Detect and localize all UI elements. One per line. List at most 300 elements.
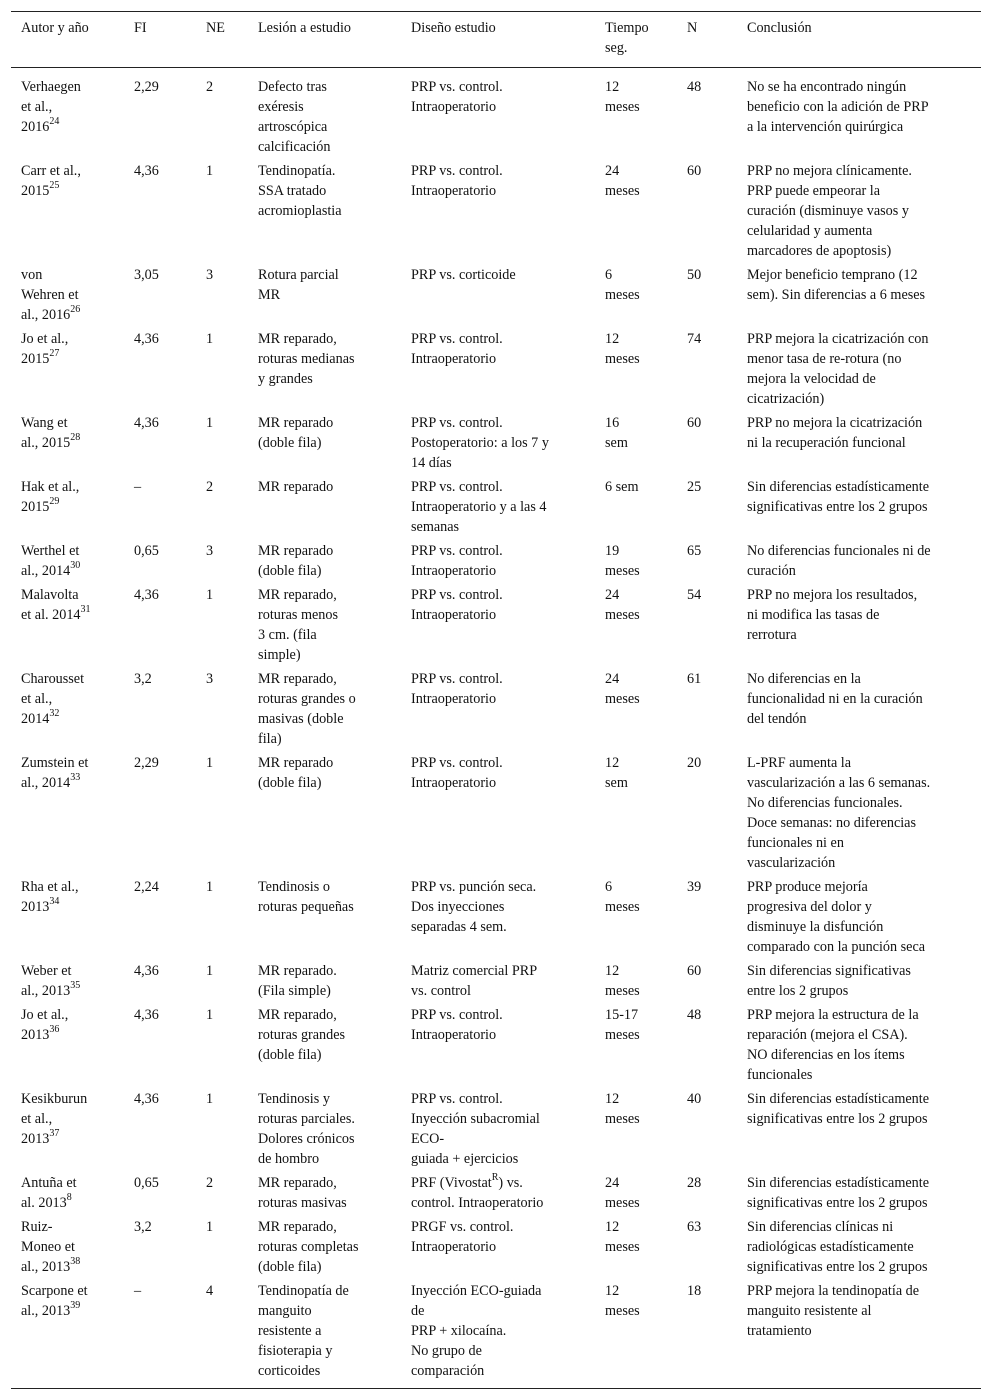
cell-ne: 1 <box>206 1007 214 1023</box>
cell-fi: – <box>134 1283 142 1299</box>
lesion-line: SSA tratado <box>258 183 327 199</box>
cell-n: 25 <box>687 479 702 495</box>
lesion-line: roturas pequeñas <box>258 899 354 915</box>
reference-sup: 25 <box>49 180 60 192</box>
lesion-line: MR reparado <box>258 479 334 495</box>
conclusion-line: curación (disminuye vasos y <box>747 203 909 219</box>
diseno-line: PRP vs. punción seca. <box>411 879 537 895</box>
autor-line: Charousset <box>21 671 85 687</box>
tiempo-line: 12 <box>605 1283 620 1299</box>
autor-text: Carr et al., <box>21 163 81 179</box>
cell-fi: 2,29 <box>134 79 159 95</box>
autor-line <box>21 1193 118 1213</box>
cell-n: 20 <box>687 755 702 771</box>
lesion-line: (doble fila) <box>258 1047 322 1063</box>
cell-tiempo <box>595 410 677 474</box>
cell-autor <box>11 1086 124 1170</box>
tiempo-line: 12 <box>605 331 620 347</box>
cell-ne: 1 <box>206 163 214 179</box>
conclusion-line: del tendón <box>747 711 807 727</box>
autor-year-line <box>21 349 118 369</box>
tiempo-line: 6 <box>605 879 613 895</box>
table-row <box>11 1214 981 1278</box>
cell-diseno <box>401 666 595 750</box>
cell-lesion <box>248 1170 401 1214</box>
conclusion-line: cicatrización) <box>747 391 825 407</box>
reference-sup: 37 <box>49 1128 60 1140</box>
lesion-line: MR reparado <box>258 415 334 431</box>
conclusion-line: beneficio con la adición de PRP <box>747 99 929 115</box>
diseno-line: PRGF vs. control. <box>411 1219 514 1235</box>
autor-text: et al. <box>21 607 49 623</box>
cell-fi: 4,36 <box>134 415 159 431</box>
autor-line <box>21 477 118 497</box>
cell-conclusion <box>737 158 981 262</box>
autor-text: Jo et al., <box>21 1007 69 1023</box>
diseno-line: Inyección ECO-guiada <box>411 1283 542 1299</box>
cell-n: 48 <box>687 79 702 95</box>
conclusion-line: curación <box>747 563 796 579</box>
conclusion-line: PRP no mejora los resultados, <box>747 587 918 603</box>
tiempo-line: meses <box>605 1303 640 1319</box>
conclusion-line: NO diferencias en los ítems <box>747 1047 905 1063</box>
autor-line <box>21 97 118 117</box>
studies-table <box>11 11 981 1389</box>
conclusion-line: Sin diferencias estadísticamente <box>747 479 930 495</box>
table-row <box>11 474 981 538</box>
conclusion-line: disminuye la disfunción <box>747 919 884 935</box>
table-row <box>11 262 981 326</box>
year-text: 2013 <box>21 1027 50 1043</box>
autor-line <box>21 877 118 897</box>
cell-lesion <box>248 262 401 326</box>
conclusion-line: PRP produce mejoría <box>747 879 868 895</box>
autor-year-line <box>21 1025 118 1045</box>
header-lesion: Lesión a estudio <box>258 20 351 36</box>
lesion-line: resistente a <box>258 1323 322 1339</box>
autor-year-line <box>21 897 118 917</box>
cell-fi: 4,36 <box>134 963 159 979</box>
autor-line: Weber et <box>21 963 72 979</box>
diseno-line: No grupo de <box>411 1343 482 1359</box>
cell-diseno <box>401 1002 595 1086</box>
year-text: 2014 <box>21 711 50 727</box>
trademark-sup: R <box>491 1172 499 1184</box>
conclusion-line: significativas entre los 2 grupos <box>747 1195 928 1211</box>
year-text: 2013 <box>41 983 71 999</box>
diseno-line: PRP vs. control. <box>411 415 503 431</box>
conclusion-line: PRP mejora la estructura de la <box>747 1007 919 1023</box>
table-container <box>11 11 981 1389</box>
cell-n: 40 <box>687 1091 702 1107</box>
lesion-line: de hombro <box>258 1151 320 1167</box>
table-row <box>11 158 981 262</box>
cell-n: 61 <box>687 671 702 687</box>
header-tiempo-text: Tiempo seg. <box>605 20 649 56</box>
year-text: 2015 <box>21 499 50 515</box>
year-text: 2016 <box>41 307 71 323</box>
conclusion-line: vascularización a las 6 semanas. <box>747 775 931 791</box>
conclusion-line: reparación (mejora el CSA). <box>747 1027 908 1043</box>
autor-year-line <box>21 497 118 517</box>
conclusion-line: No diferencias funcionales. <box>747 795 903 811</box>
cell-conclusion <box>737 538 981 582</box>
autor-text: et al., <box>21 99 53 115</box>
conclusion-line: sem). Sin diferencias a 6 meses <box>747 287 926 303</box>
reference-sup: 35 <box>70 980 81 992</box>
tiempo-line: meses <box>605 691 640 707</box>
conclusion-line: significativas entre los 2 grupos <box>747 1111 928 1127</box>
cell-autor <box>11 1002 124 1086</box>
lesion-line: (doble fila) <box>258 435 322 451</box>
lesion-line: MR reparado, <box>258 1219 337 1235</box>
conclusion-line: a la intervención quirúrgica <box>747 119 904 135</box>
cell-tiempo <box>595 874 677 958</box>
cell-ne: 1 <box>206 879 214 895</box>
cell-lesion <box>248 1214 401 1278</box>
conclusion-line: ni modifica las tasas de <box>747 607 880 623</box>
lesion-line: Dolores crónicos <box>258 1131 355 1147</box>
cell-lesion <box>248 474 401 538</box>
lesion-line: roturas masivas <box>258 1195 347 1211</box>
header-autor: Autor y año <box>21 20 89 36</box>
cell-tiempo <box>595 1170 677 1214</box>
cell-autor <box>11 262 124 326</box>
reference-sup: 33 <box>70 772 81 784</box>
autor-line: Werthel et <box>21 543 80 559</box>
autor-line: Moneo et <box>21 1239 75 1255</box>
reference-sup: 34 <box>49 896 60 908</box>
tiempo-line: meses <box>605 607 640 623</box>
cell-autor <box>11 582 124 666</box>
conclusion-line: significativas entre los 2 grupos <box>747 1259 928 1275</box>
tiempo-line: meses <box>605 1195 640 1211</box>
lesion-line: MR reparado. <box>258 963 337 979</box>
autor-line <box>21 433 118 453</box>
conclusion-line: comparado con la punción seca <box>747 939 926 955</box>
diseno-line: Intraoperatorio <box>411 563 497 579</box>
conclusion-line: funcionalidad ni en la curación <box>747 691 923 707</box>
conclusion-line: PRP no mejora la cicatrización <box>747 415 923 431</box>
autor-text: Rha et al., <box>21 879 79 895</box>
cell-lesion <box>248 1086 401 1170</box>
tiempo-line: 12 <box>605 963 620 979</box>
cell-diseno <box>401 158 595 262</box>
cell-conclusion <box>737 1214 981 1278</box>
diseno-line <box>411 1173 589 1193</box>
cell-autor <box>11 750 124 874</box>
cell-lesion <box>248 158 401 262</box>
cell-fi: 4,36 <box>134 331 159 347</box>
diseno-line: control. Intraoperatorio <box>411 1195 544 1211</box>
cell-n: 63 <box>687 1219 702 1235</box>
table-row <box>11 582 981 666</box>
tiempo-line: 24 <box>605 1175 620 1191</box>
autor-text: al. <box>21 1195 35 1211</box>
conclusion-line: marcadores de apoptosis) <box>747 243 892 259</box>
reference-sup: 31 <box>80 604 91 616</box>
cell-conclusion <box>737 750 981 874</box>
diseno-line: Dos inyecciones <box>411 899 505 915</box>
diseno-line: PRP vs. corticoide <box>411 267 516 283</box>
reference-sup: 30 <box>70 560 81 572</box>
year-text: 2014 <box>41 775 71 791</box>
lesion-line: calcificación <box>258 139 331 155</box>
cell-fi: 3,2 <box>134 1219 152 1235</box>
diseno-line: vs. control <box>411 983 471 999</box>
conclusion-line: significativas entre los 2 grupos <box>747 499 928 515</box>
cell-n: 65 <box>687 543 702 559</box>
autor-year-line <box>21 1129 118 1149</box>
table-row <box>11 68 981 159</box>
cell-tiempo <box>595 582 677 666</box>
cell-tiempo <box>595 474 677 538</box>
tiempo-line: 16 <box>605 415 620 431</box>
cell-tiempo <box>595 158 677 262</box>
autor-text: Hak et al., <box>21 479 80 495</box>
cell-lesion <box>248 874 401 958</box>
cell-autor <box>11 1214 124 1278</box>
cell-fi: 4,36 <box>134 163 159 179</box>
cell-fi: – <box>134 479 142 495</box>
autor-year-line <box>21 117 118 137</box>
autor-text: al., <box>21 563 39 579</box>
autor-line: Malavolta <box>21 587 79 603</box>
lesion-line: Defecto tras <box>258 79 327 95</box>
tiempo-line: meses <box>605 351 640 367</box>
diseno-line: Intraoperatorio <box>411 691 497 707</box>
cell-diseno <box>401 1170 595 1214</box>
cell-autor <box>11 326 124 410</box>
tiempo-line: meses <box>605 899 640 915</box>
autor-line <box>21 1257 118 1277</box>
diseno-line: Matriz comercial PRP <box>411 963 538 979</box>
diseno-line: Intraoperatorio <box>411 607 497 623</box>
header-ne: NE <box>206 20 225 36</box>
lesion-line: Tendinosis o <box>258 879 330 895</box>
autor-line <box>21 329 118 349</box>
diseno-line: Intraoperatorio <box>411 775 497 791</box>
lesion-line: Tendinopatía de <box>258 1283 349 1299</box>
tiempo-line: 12 <box>605 1091 620 1107</box>
lesion-line: MR reparado, <box>258 331 337 347</box>
diseno-line: PRP vs. control. <box>411 79 503 95</box>
table-row <box>11 1086 981 1170</box>
lesion-line: MR reparado, <box>258 1007 337 1023</box>
autor-line <box>21 605 118 625</box>
conclusion-line: PRP mejora la tendinopatía de <box>747 1283 920 1299</box>
cell-diseno <box>401 410 595 474</box>
tiempo-line: 6 <box>605 267 613 283</box>
cell-diseno <box>401 1278 595 1389</box>
autor-text: al., <box>21 983 39 999</box>
cell-fi: 3,2 <box>134 671 152 687</box>
cell-conclusion <box>737 1170 981 1214</box>
tiempo-line: meses <box>605 1111 640 1127</box>
lesion-line: roturas grandes <box>258 1027 346 1043</box>
diseno-line: guiada + ejercicios <box>411 1151 519 1167</box>
cell-tiempo <box>595 1086 677 1170</box>
year-text: 2014 <box>41 563 71 579</box>
lesion-line: exéresis <box>258 99 304 115</box>
autor-line: Scarpone et <box>21 1283 88 1299</box>
diseno-line: semanas <box>411 519 460 535</box>
cell-autor <box>11 958 124 1002</box>
header-conclusion: Conclusión <box>747 20 812 36</box>
table-row <box>11 874 981 958</box>
lesion-line: roturas grandes o <box>258 691 356 707</box>
lesion-line: manguito <box>258 1303 312 1319</box>
table-row <box>11 958 981 1002</box>
cell-conclusion <box>737 1002 981 1086</box>
autor-line <box>21 689 118 709</box>
table-row <box>11 538 981 582</box>
diseno-line: PRP vs. control. <box>411 671 503 687</box>
autor-line: Wehren et <box>21 287 79 303</box>
header-row <box>11 12 981 68</box>
lesion-line: fisioterapia y <box>258 1343 333 1359</box>
tiempo-line: 15-17 <box>605 1007 639 1023</box>
tiempo-line: meses <box>605 983 640 999</box>
cell-conclusion <box>737 874 981 958</box>
cell-lesion <box>248 1278 401 1389</box>
cell-conclusion <box>737 1086 981 1170</box>
diseno-line: Postoperatorio: a los 7 y <box>411 435 549 451</box>
diseno-line: PRP vs. control. <box>411 331 503 347</box>
cell-ne: 1 <box>206 755 214 771</box>
tiempo-line: meses <box>605 563 640 579</box>
conclusion-line: Sin diferencias estadísticamente <box>747 1091 930 1107</box>
cell-n: 54 <box>687 587 702 603</box>
table-row <box>11 1002 981 1086</box>
cell-fi: 0,65 <box>134 1175 159 1191</box>
cell-diseno <box>401 750 595 874</box>
cell-lesion <box>248 68 401 159</box>
reference-sup: 28 <box>70 432 81 444</box>
cell-diseno <box>401 874 595 958</box>
lesion-line: 3 cm. (fila <box>258 627 317 643</box>
lesion-line: MR <box>258 287 281 303</box>
cell-ne: 2 <box>206 479 214 495</box>
conclusion-line: Sin diferencias significativas <box>747 963 911 979</box>
cell-tiempo <box>595 958 677 1002</box>
cell-diseno <box>401 582 595 666</box>
tiempo-line: meses <box>605 1239 640 1255</box>
diseno-line: PRP vs. control. <box>411 587 503 603</box>
cell-conclusion <box>737 68 981 159</box>
cell-n: 39 <box>687 879 702 895</box>
conclusion-line: Doce semanas: no diferencias <box>747 815 916 831</box>
lesion-line: MR reparado, <box>258 587 337 603</box>
cell-diseno <box>401 262 595 326</box>
conclusion-line: manguito resistente al <box>747 1303 872 1319</box>
cell-diseno <box>401 68 595 159</box>
tiempo-line: 19 <box>605 543 620 559</box>
table-row <box>11 326 981 410</box>
year-text: 2013 <box>41 1259 71 1275</box>
conclusion-line: No diferencias funcionales ni de <box>747 543 931 559</box>
cell-autor <box>11 68 124 159</box>
cell-diseno <box>401 1086 595 1170</box>
cell-autor <box>11 474 124 538</box>
cell-autor <box>11 666 124 750</box>
reference-sup: 39 <box>70 1300 81 1312</box>
conclusion-line: PRP mejora la cicatrización con <box>747 331 929 347</box>
cell-ne: 1 <box>206 331 214 347</box>
autor-line: Verhaegen <box>21 79 81 95</box>
year-text: 2014 <box>52 607 81 623</box>
lesion-line: simple) <box>258 647 301 663</box>
cell-fi: 3,05 <box>134 267 159 283</box>
conclusion-line: ni la recuperación funcional <box>747 435 906 451</box>
cell-tiempo <box>595 326 677 410</box>
cell-ne: 3 <box>206 267 214 283</box>
conclusion-line: radiológicas estadísticamente <box>747 1239 914 1255</box>
diseno-line: Intraoperatorio <box>411 183 497 199</box>
autor-line: Wang et <box>21 415 68 431</box>
autor-line: Zumstein et <box>21 755 89 771</box>
lesion-line: MR reparado <box>258 543 334 559</box>
cell-conclusion <box>737 326 981 410</box>
autor-line <box>21 161 118 181</box>
conclusion-line: L-PRF aumenta la <box>747 755 852 771</box>
lesion-line: MR reparado <box>258 755 334 771</box>
tiempo-line: 24 <box>605 671 620 687</box>
tiempo-line: 12 <box>605 755 620 771</box>
diseno-text: ) vs. <box>498 1175 523 1191</box>
autor-line <box>21 1109 118 1129</box>
lesion-line: corticoides <box>258 1363 321 1379</box>
autor-line <box>21 561 118 581</box>
year-text: 2013 <box>38 1195 67 1211</box>
lesion-line: (doble fila) <box>258 775 322 791</box>
conclusion-line: rerrotura <box>747 627 797 643</box>
reference-sup: 26 <box>70 304 81 316</box>
autor-year-line <box>21 709 118 729</box>
cell-n: 74 <box>687 331 702 347</box>
conclusion-line: funcionales <box>747 1067 813 1083</box>
lesion-line: y grandes <box>258 371 313 387</box>
cell-autor <box>11 538 124 582</box>
diseno-line: Intraoperatorio <box>411 351 497 367</box>
cell-ne: 1 <box>206 415 214 431</box>
diseno-line: PRP vs. control. <box>411 1007 503 1023</box>
autor-text: et al., <box>21 1111 53 1127</box>
diseno-line: PRP vs. control. <box>411 163 503 179</box>
autor-line: Kesikburun <box>21 1091 88 1107</box>
cell-n: 60 <box>687 163 702 179</box>
tiempo-line: 12 <box>605 79 620 95</box>
year-text: 2013 <box>21 899 50 915</box>
cell-diseno <box>401 326 595 410</box>
diseno-line: de <box>411 1303 425 1319</box>
cell-autor <box>11 1278 124 1389</box>
autor-line: von <box>21 267 43 283</box>
header-n: N <box>687 20 698 36</box>
lesion-line: roturas medianas <box>258 351 355 367</box>
cell-ne: 4 <box>206 1283 214 1299</box>
table-row <box>11 1170 981 1214</box>
cell-lesion <box>248 666 401 750</box>
lesion-line: masivas (doble <box>258 711 344 727</box>
cell-conclusion <box>737 1278 981 1389</box>
table-row <box>11 666 981 750</box>
lesion-line: Tendinopatía. <box>258 163 336 179</box>
cell-fi: 4,36 <box>134 1007 159 1023</box>
autor-text: al., <box>21 307 39 323</box>
cell-tiempo <box>595 1214 677 1278</box>
tiempo-line: 6 sem <box>605 479 639 495</box>
